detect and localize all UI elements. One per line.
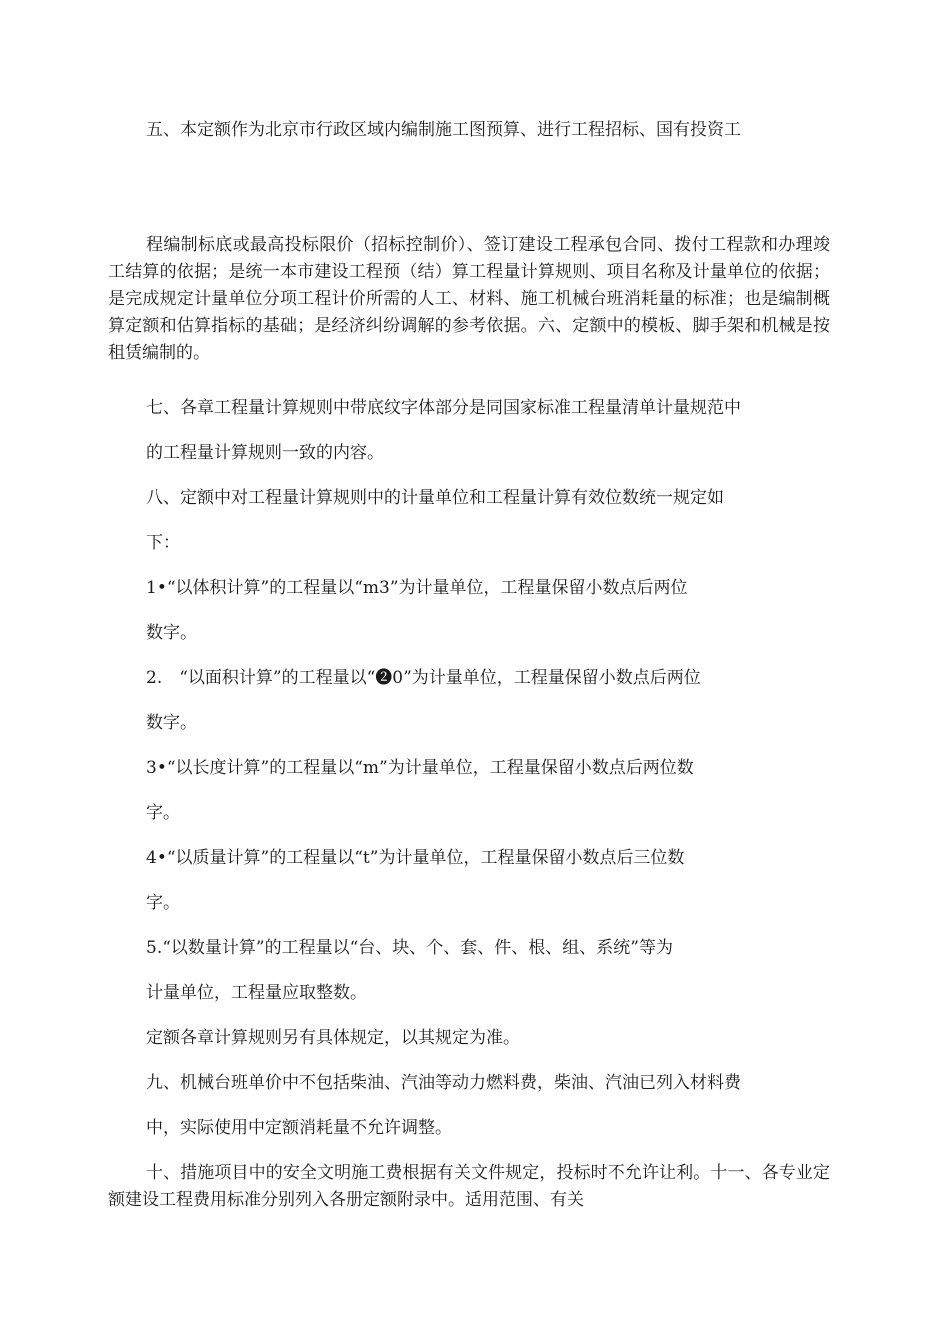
rule-item-3-line-1: 3•“以长度计算”的工程量以“m”为计量单位，工程量保留小数点后两位数 — [146, 758, 694, 778]
paragraph-7-line-2: 的工程量计算规则一致的内容。 — [146, 443, 384, 463]
rule-item-5-line-1: 5.“以数量计算”的工程量以“台、块、个、套、件、根、组、系统”等为 — [146, 938, 673, 958]
paragraph-9-line-2: 中，实际使用中定额消耗量不允许调整。 — [146, 1118, 452, 1138]
paragraph-9-line-1: 九、机械台班单价中不包括柴油、汽油等动力燃料费，柴油、汽油已列入材料费 — [146, 1073, 741, 1093]
rule-item-2-line-1: 2. “以面积计算”的工程量以“❷0”为计量单位，工程量保留小数点后两位 — [146, 668, 701, 688]
rule-item-3-line-2: 字。 — [146, 803, 180, 823]
rule-item-2-line-2: 数字。 — [146, 713, 197, 733]
paragraph-10-11: 十、措施项目中的安全文明施工费根据有关文件规定，投标时不允许让利。十一、各专业定额建设工程费用标准分别列入各册定额附录中。适用范围、有关 — [108, 1163, 830, 1210]
rule-note: 定额各章计算规则另有具体规定，以其规定为准。 — [146, 1028, 520, 1048]
paragraph-5-heading: 五、本定额作为北京市行政区域内编制施工图预算、进行工程招标、国有投资工 — [146, 120, 741, 140]
rule-item-1-line-1: 1•“以体积计算”的工程量以“m3”为计量单位，工程量保留小数点后两位 — [146, 578, 688, 598]
paragraph-8-line-2: 下： — [146, 533, 180, 553]
paragraph-7-line-1: 七、各章工程量计算规则中带底纹字体部分是同国家标准工程量清单计量规范中 — [146, 398, 741, 418]
rule-item-1-line-2: 数字。 — [146, 623, 197, 643]
rule-item-5-line-2: 计量单位，工程量应取整数。 — [146, 983, 367, 1003]
paragraph-5-body: 程编制标底或最高投标限价（招标控制价）、签订建设工程承包合同、拨付工程款和办理竣工结算的依据；是统一本市建设工程预（结）算工程量计算规则、项目名称及计量单位的依据；是完成规定计量单位分项工程计价所需的人工、材料、施工机械台班消耗量的标准；也是编制概算定额和估算指标的基础；是经济纠纷调解的参考依据。六、定额中的模板、脚手架和机械是按租赁编制的。 — [108, 235, 830, 363]
rule-item-4-line-1: 4•“以质量计算”的工程量以“t”为计量单位，工程量保留小数点后三位数 — [146, 848, 685, 868]
paragraph-8-line-1: 八、定额中对工程量计算规则中的计量单位和工程量计算有效位数统一规定如 — [146, 488, 724, 508]
rule-item-4-line-2: 字。 — [146, 893, 180, 913]
